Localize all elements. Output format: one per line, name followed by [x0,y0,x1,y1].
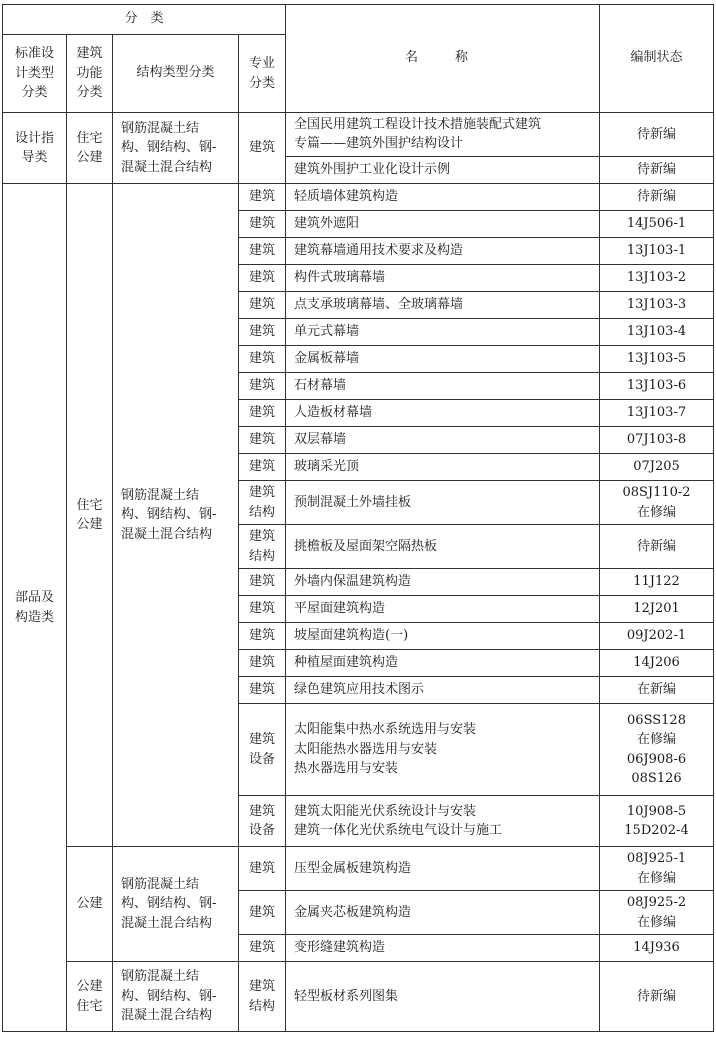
text-line: 建筑 [249,139,276,155]
text-line: 单元式幕墙 [294,324,360,340]
text-line: 压型金属板建筑构造 [294,860,412,876]
text-line: 建筑 [249,297,276,313]
design-type-cell [3,184,67,1032]
standard-name-cell [286,454,600,481]
text-line: 在新编 [637,682,677,698]
text-line: 太阳能集中热水系统选用与安装 [294,722,477,738]
discipline-cell [239,113,286,184]
text-line: 待新编 [637,126,677,142]
text-line: 平屋面建筑构造 [294,601,386,617]
text-line: 09J202-1 [626,628,687,644]
header-classification: 分 类 [3,5,286,35]
text-line: 13J103-6 [626,378,687,394]
text-line: 建筑 [249,940,276,956]
standard-name-cell [286,292,600,319]
header-structure: 结构类型分类 [113,35,239,113]
text-line: 建筑 [249,979,276,994]
text-line: 13J103-4 [626,324,687,340]
status-cell [600,847,714,891]
text-line: 太阳能热水器选用与安装 [294,741,438,757]
text-line: 建筑 [249,529,276,544]
text-line: 结构 [249,504,276,520]
text-line: 13J103-2 [626,270,687,286]
discipline-cell [239,962,286,1032]
text-line: 06J908-6 [626,751,687,767]
text-line: 待新编 [637,988,677,1004]
text-line: 在修编 [637,870,677,886]
status-cell [600,427,714,454]
text-line: 建筑 [249,270,276,286]
text-line: 住宅 [76,998,103,1014]
status-cell [600,184,714,211]
status-cell [600,319,714,346]
text-line: 钢筋混凝土结 [121,969,200,985]
discipline-cell [239,796,286,847]
standard-name-cell [286,569,600,596]
standard-name-cell [286,238,600,265]
text-line: 种植屋面建筑构造 [294,655,399,671]
text-line: 混凝土混合结构 [121,526,213,542]
standard-name-cell [286,265,600,292]
structure-cell [113,113,239,184]
text-line: 06SS128 [627,712,686,728]
text-line: 建筑 [249,216,276,232]
text-line: 结构 [249,998,276,1014]
text-line: 住宅 [76,130,103,146]
text-line: 14J206 [633,655,680,671]
standard-name-cell [286,891,600,935]
text-line: 07J205 [633,459,680,475]
text-line: 标准设 [14,46,54,62]
text-line: 玻璃采光顶 [294,459,360,475]
text-line: 在修编 [637,914,677,930]
status-cell [600,400,714,427]
text-line: 建筑 [249,732,276,747]
text-line: 构、钢结构、钢- [121,507,217,523]
text-line: 点支承玻璃幕墙、全玻璃幕墙 [294,297,464,313]
standard-name-cell [286,481,600,525]
text-line: 08J925-1 [626,851,687,866]
discipline-cell [239,650,286,677]
text-line: 建筑 [249,405,276,421]
text-line: 挑檐板及屋面架空隔热板 [294,538,438,554]
standard-name-cell [286,373,600,400]
discipline-cell [239,525,286,569]
text-line: 建筑 [249,189,276,205]
status-cell [600,935,714,962]
standard-name-cell [286,319,600,346]
text-line: 双层幕墙 [294,432,347,448]
text-line: 构造类 [14,609,54,625]
standard-name-cell [286,623,600,650]
standard-name-cell [286,935,600,962]
text-line: 建筑 [249,682,276,698]
status-cell [600,677,714,704]
status-cell [600,346,714,373]
status-cell [600,569,714,596]
text-line: 部品及 [14,590,54,605]
status-cell [600,623,714,650]
text-line: 分类 [76,85,103,101]
discipline-cell [239,704,286,796]
discipline-cell [239,677,286,704]
text-line: 计类型 [14,65,54,81]
text-line: 人造板材幕墙 [294,405,373,421]
standard-name-cell [286,847,600,891]
text-line: 热水器选用与安装 [294,761,399,777]
text-line: 08S126 [631,771,682,786]
text-line: 坡屋面建筑构造(一) [294,628,409,644]
text-line: 建筑 [249,351,276,367]
text-line: 13J103-3 [626,297,687,313]
text-line: 建筑外遮阳 [294,216,360,232]
header-discipline [239,35,286,113]
text-line: 金属板幕墙 [294,351,360,367]
discipline-cell [239,373,286,400]
text-line: 设备 [249,751,276,767]
text-line: 轻质墙体建筑构造 [294,189,399,205]
standard-name-cell [286,157,600,184]
text-line: 混凝土混合结构 [121,159,213,175]
discipline-cell [239,891,286,935]
text-line: 钢筋混凝土结 [121,876,200,892]
status-cell [600,373,714,400]
text-line: 建筑 [249,432,276,448]
text-line: 公建 [76,979,103,994]
standard-name-cell [286,596,600,623]
text-line: 构、钢结构、钢- [121,896,217,912]
text-line: 全国民用建筑工程设计技术措施装配式建筑 [294,116,542,132]
text-line: 建筑 [249,378,276,394]
text-line: 公建 [76,150,103,165]
discipline-cell [239,238,286,265]
status-cell [600,650,714,677]
text-line: 建筑 [249,628,276,644]
text-line: 钢筋混凝土结 [121,487,200,503]
text-line: 建筑一体化光伏系统电气设计与施工 [294,823,503,838]
status-cell [600,962,714,1032]
standard-name-cell [286,184,600,211]
text-line: 设备 [249,823,276,838]
status-cell [600,157,714,184]
discipline-cell [239,569,286,596]
text-line: 建筑 [249,860,276,876]
status-cell [600,481,714,525]
status-cell [600,211,714,238]
text-line: 混凝土混合结构 [121,915,213,931]
header-function [67,35,113,113]
text-line: 15D202-4 [624,823,689,838]
text-line: 07J103-8 [626,432,687,448]
status-cell [600,113,714,157]
text-line: 外墙内保温建筑构造 [294,574,412,590]
text-line: 待新编 [637,189,677,205]
text-line: 建筑 [76,46,103,62]
text-line: 预制混凝土外墙挂板 [294,494,412,510]
status-cell [600,292,714,319]
discipline-cell [239,427,286,454]
standard-name-cell [286,704,600,796]
text-line: 金属夹芯板建筑构造 [294,904,412,920]
text-line: 建筑太阳能光伏系统设计与安装 [294,803,477,819]
text-line: 轻型板材系列图集 [294,988,399,1004]
text-line: 结构 [249,548,276,564]
discipline-cell [239,211,286,238]
standard-name-cell [286,427,600,454]
text-line: 石材幕墙 [294,378,347,394]
text-line: 构件式玻璃幕墙 [294,270,386,286]
function-cell [67,962,113,1032]
discipline-cell [239,400,286,427]
text-line: 13J103-1 [626,243,687,259]
text-line: 分类 [249,75,276,91]
status-cell [600,265,714,292]
text-line: 住宅 [76,497,103,513]
text-line: 14J506-1 [626,216,687,232]
text-line: 变形缝建筑构造 [294,940,386,956]
header-status: 编制状态 [600,5,714,113]
discipline-cell [239,623,286,650]
text-line: 11J122 [633,574,680,590]
table-row [3,184,714,211]
text-line: 14J936 [633,940,680,956]
text-line: 08J925-2 [626,895,687,910]
function-cell [67,184,113,847]
text-line: 08SJ110-2 [622,485,691,500]
text-line: 专业 [249,56,276,71]
text-line: 建筑 [249,324,276,340]
text-line: 建筑 [249,904,276,920]
status-cell [600,796,714,847]
structure-cell [113,962,239,1032]
text-line: 功能 [76,65,103,81]
structure-cell [113,847,239,962]
text-line: 钢筋混凝土结 [121,120,200,136]
text-line: 建筑 [249,243,276,259]
text-line: 在修编 [637,504,677,520]
text-line: 13J103-7 [626,405,687,421]
standard-name-cell [286,796,600,847]
standard-name-cell [286,113,600,157]
discipline-cell [239,935,286,962]
standard-name-cell [286,400,600,427]
text-line: 待新编 [637,538,677,554]
standard-name-cell [286,346,600,373]
text-line: 12J201 [633,601,680,617]
text-line: 设计指 [14,130,54,146]
structure-cell [113,184,239,847]
function-cell [67,847,113,962]
text-line: 建筑 [249,655,276,671]
text-line: 13J103-5 [626,351,687,367]
discipline-cell [239,596,286,623]
status-cell [600,596,714,623]
discipline-cell [239,265,286,292]
text-line: 建筑 [249,485,276,500]
discipline-cell [239,346,286,373]
header-design-type [3,35,67,113]
text-line: 建筑 [249,574,276,590]
header-row-top [3,5,714,35]
discipline-cell [239,847,286,891]
table-row [3,847,714,891]
text-line: 公建 [76,896,103,912]
standard-name-cell [286,677,600,704]
text-line: 10J908-5 [626,803,687,819]
standard-name-cell [286,211,600,238]
table-row [3,962,714,1032]
discipline-cell [239,481,286,525]
text-line: 在修编 [637,732,677,747]
discipline-cell [239,319,286,346]
text-line: 分类 [21,85,48,101]
text-line: 建筑幕墙通用技术要求及构造 [294,243,464,259]
text-line: 混凝土混合结构 [121,1008,213,1024]
standard-name-cell [286,525,600,569]
discipline-cell [239,184,286,211]
text-line: 导类 [21,150,48,165]
text-line: 构、钢结构、钢- [121,140,217,156]
discipline-cell [239,292,286,319]
text-line: 建筑外围护工业化设计示例 [294,161,451,177]
text-line: 绿色建筑应用技术图示 [294,682,425,698]
function-cell [67,113,113,184]
status-cell [600,454,714,481]
status-cell [600,238,714,265]
table-row [3,113,714,157]
text-line: 待新编 [637,162,677,178]
discipline-cell [239,454,286,481]
status-cell [600,891,714,935]
standard-name-cell [286,650,600,677]
text-line: 构、钢结构、钢- [121,988,217,1004]
text-line: 建筑 [249,803,276,819]
text-line: 建筑 [249,601,276,617]
standard-name-cell [286,962,600,1032]
standards-table [2,4,714,1032]
status-cell [600,704,714,796]
status-cell [600,525,714,569]
text-line: 公建 [76,517,103,532]
design-type-cell [3,113,67,184]
text-line: 建筑 [249,459,276,475]
header-name: 名 称 [286,5,600,113]
text-line: 专篇——建筑外围护结构设计 [294,135,464,151]
